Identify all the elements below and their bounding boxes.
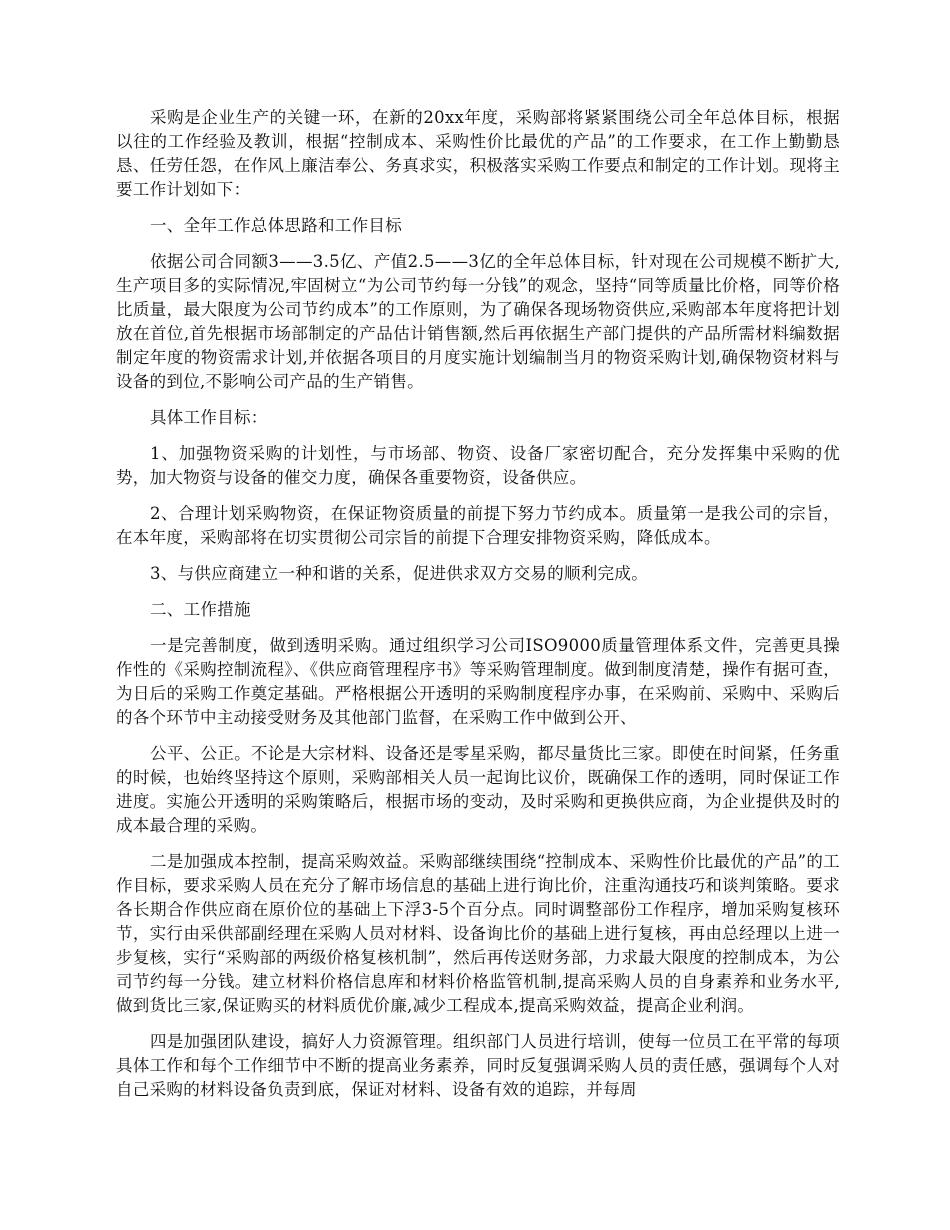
paragraph-measure-1: 一是完善制度，做到透明采购。通过组织学习公司ISO9000质量管理体系文件，完善更具操作性的《采购控制流程》、《供应商管理程序书》等采购管理制度。做到制度清楚，操作有据可查，为日后的采购工作奠定基础。严格根据公开透明的采购制度程序办事，在采购前、采购中、采购后的各个环节中主动接受财务及其他部门监督，在采购工作中做到公开、	[116, 636, 840, 727]
heading-section-1: 一、全年工作总体思路和工作目标	[150, 216, 402, 235]
paragraph-goal-3: 3、与供应商建立一种和谐的关系，促进供求双方交易的顺利完成。	[150, 564, 648, 583]
document-body	[116, 106, 840, 1114]
paragraph-intro: 采购是企业生产的关键一环，在新的20xx年度，采购部将紧紧围绕公司全年总体目标，根据以往的工作经验及教训，根据“控制成本、采购性价比最优的产品”的工作要求，在工作上勤勤恳恳、任劳任怨，在作风上廉洁奉公、务真求实，积极落实采购工作要点和制定的工作计划。现将主要工作计划如下：	[116, 108, 840, 199]
paragraph-overall-goal: 依据公司合同额3——3.5亿、产值2.5——3亿的全年总体目标，针对现在公司规模不断扩大,生产项目多的实际情况,牢固树立“为公司节约每一分钱”的观念，坚持“同等质量比价格，同等价格比质量，最大限度为公司节约成本”的工作原则，为了确保各现场物资供应,采购部本年度将把计划放在首位,首先根据市场部制定的产品估计销售额,然后再依据生产部门提供的产品所需材料编数据制定年度的物资需求计划,并依据各项目的月度实施计划编制当月的物资采购计划,确保物资材料与设备的到位,不影响公司产品的生产销售。	[116, 252, 840, 391]
paragraph-measure-4: 四是加强团队建设，搞好人力资源管理。组织部门人员进行培训，使每一位员工在平常的每项具体工作和每个工作细节中不断的提高业务素养，同时反复强调采购人员的责任感，强调每个人对自己采购的材料设备负责到底，保证对材料、设备有效的追踪，并每周	[116, 1032, 840, 1099]
heading-section-2: 二、工作措施	[150, 600, 251, 619]
heading-specific-goals: 具体工作目标：	[150, 408, 268, 427]
paragraph-goal-1: 1、加强物资采购的计划性，与市场部、物资、设备厂家密切配合，充分发挥集中采购的优势，加大物资与设备的催交力度，确保各重要物资，设备供应。	[116, 444, 840, 487]
paragraph-goal-2: 2、合理计划采购物资，在保证物资质量的前提下努力节约成本。质量第一是我公司的宗旨，在本年度，采购部将在切实贯彻公司宗旨的前提下合理安排物资采购，降低成本。	[116, 504, 840, 547]
paragraph-measure-1-cont: 公平、公正。不论是大宗材料、设备还是零星采购，都尽量货比三家。即使在时间紧，任务重的时候，也始终坚持这个原则，采购部相关人员一起询比议价，既确保工作的透明，同时保证工作进度。实施公开透明的采购策略后，根据市场的变动，及时采购和更换供应商，为企业提供及时的成本最合理的采购。	[116, 744, 840, 835]
paragraph-measure-2: 二是加强成本控制，提高采购效益。采购部继续围绕“控制成本、采购性价比最优的产品”的工作目标，要求采购人员在充分了解市场信息的基础上进行询比价，注重沟通技巧和谈判策略。要求各长期合作供应商在原价位的基础上下浮3-5个百分点。同时调整部份工作程序，增加采购复核环节，实行由采供部副经理在采购人员对材料、设备询比价的基础上进行复核，再由总经理以上进一步复核，实行“采购部的两级价格复核机制”，然后再传送财务部，力求最大限度的控制成本，为公司节约每一分钱。建立材料价格信息库和材料价格监管机制,提高采购人员的自身素养和业务水平,做到货比三家,保证购买的材料质优价廉,减少工程成本,提高采购效益，提高企业利润。	[116, 852, 840, 1015]
